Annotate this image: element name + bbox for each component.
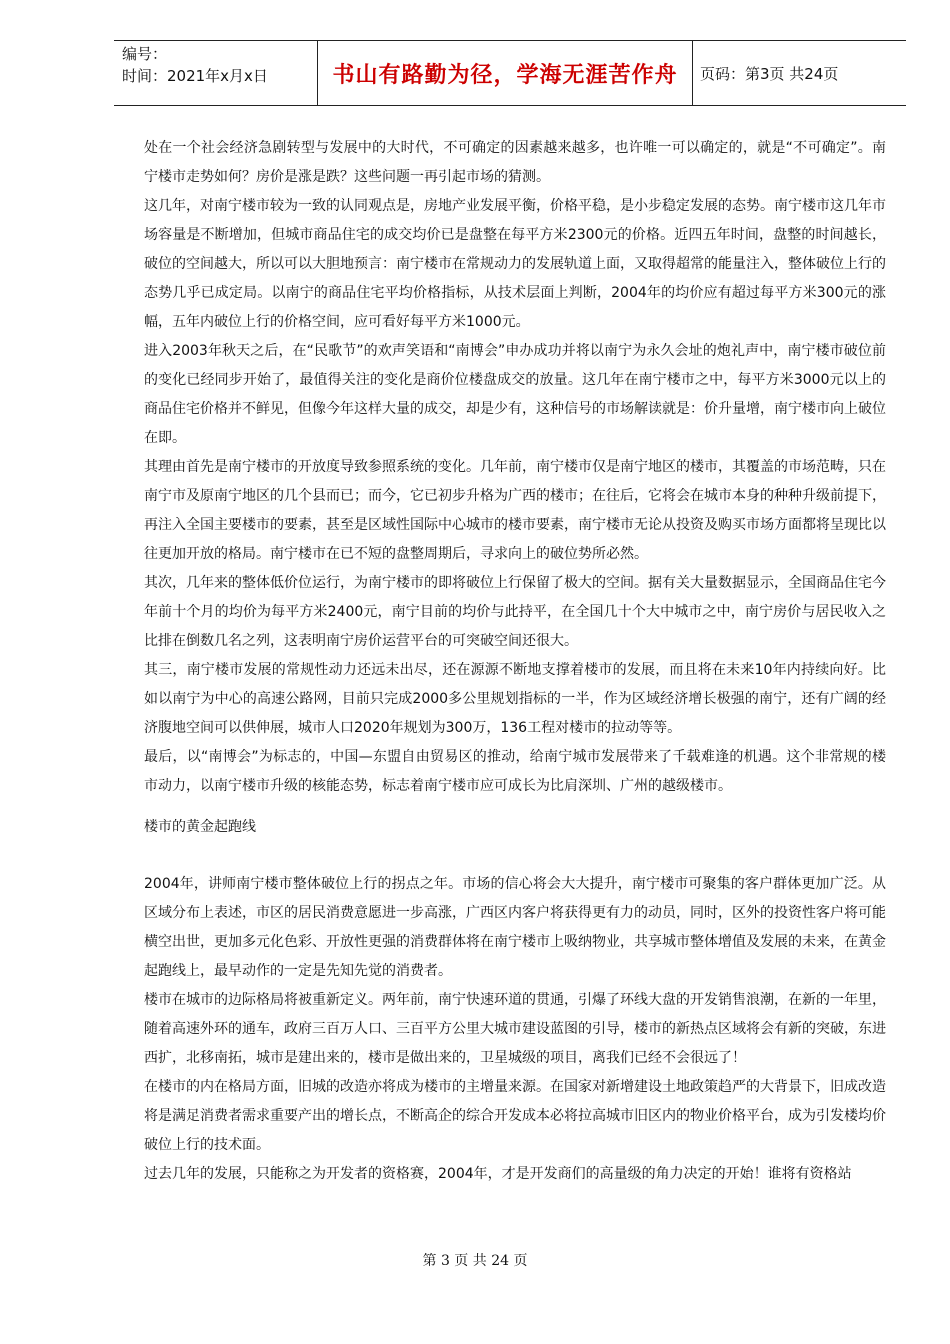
document-body xyxy=(144,134,886,1189)
header-motto: 书山有路勤为径，学海无涯苦作舟 xyxy=(317,41,693,105)
document-time-label: 时间：2021年x月x日 xyxy=(122,67,268,85)
page-header xyxy=(114,40,906,106)
section-heading: 楼市的黄金起跑线 xyxy=(144,819,256,835)
paragraph: 处在一个社会经济急剧转型与发展中的大时代，不可确定的因素越来越多，也许唯一可以确定的，就是“不可确定”。南宁楼市走势如何？房价是涨是跌？这些问题一再引起市场的猜测。 xyxy=(144,140,886,185)
header-page-info: 页码：第3页 共24页 xyxy=(700,64,839,83)
header-meta xyxy=(122,43,268,87)
paragraph: 这几年，对南宁楼市较为一致的认同观点是，房地产业发展平衡，价格平稳，是小步稳定发展的态势。南宁楼市这几年市场容量是不断增加，但城市商品住宅的成交均价已是盘整在每平方米2300元的价格。近四五年时间，盘整的时间越长，破位的空间越大，所以可以大胆地预言：南宁楼市在常规动力的发展轨道上面，又取得超常的能量注入，整体破位上行的态势几乎已成定局。以南宁的商品住宅平均价格指标，从技术层面上判断，2004年的均价应有超过每平方米300元的涨幅，五年内破位上行的价格空间，应可看好每平方米1000元。 xyxy=(144,198,886,330)
paragraph: 其理由首先是南宁楼市的开放度导致参照系统的变化。几年前，南宁楼市仅是南宁地区的楼市，其覆盖的市场范畴，只在南宁市及原南宁地区的几个县而已；而今，它已初步升格为广西的楼市；在往后，它将会在城市本身的种种升级前提下，再注入全国主要楼市的要素，甚至是区域性国际中心城市的楼市要素，南宁楼市无论从投资及购买市场方面都将呈现比以往更加开放的格局。南宁楼市在已不短的盘整周期后，寻求向上的破位势所必然。 xyxy=(144,459,886,562)
document-number-label: 编号： xyxy=(122,45,168,63)
paragraph: 2004年，讲师南宁楼市整体破位上行的拐点之年。市场的信心将会大大提升，南宁楼市可聚集的客户群体更加广泛。从区域分布上表述，市区的居民消费意愿进一步高涨，广西区内客户将获得更有力的动员，同时，区外的投资性客户将可能横空出世，更加多元化色彩、开放性更强的消费群体将在南宁楼市上吸纳物业，共享城市整体增值及发展的未来，在黄金起跑线上，最早动作的一定是先知先觉的消费者。 xyxy=(144,876,886,979)
paragraph: 过去几年的发展，只能称之为开发者的资格赛，2004年，才是开发商们的高量级的角力决定的开始！谁将有资格站 xyxy=(144,1166,852,1182)
page-footer: 第 3 页 共 24 页 xyxy=(422,1253,528,1269)
paragraph: 楼市在城市的边际格局将被重新定义。两年前，南宁快速环道的贯通，引爆了环线大盘的开发销售浪潮，在新的一年里，随着高速外环的通车，政府三百万人口、三百平方公里大城市建设蓝图的引导，楼市的新热点区域将会有新的突破，东进西扩，北移南拓，城市是建出来的，楼市是做出来的，卫星城级的项目，离我们已经不会很远了！ xyxy=(144,992,886,1066)
paragraph: 在楼市的内在格局方面，旧城的改造亦将成为楼市的主增量来源。在国家对新增建设土地政策趋严的大背景下，旧成改造将是满足消费者需求重要产出的增长点，不断高企的综合开发成本必将拉高城市旧区内的物业价格平台，成为引发楼均价破位上行的技术面。 xyxy=(144,1079,886,1153)
paragraph: 其三，南宁楼市发展的常规性动力还远未出尽，还在源源不断地支撑着楼市的发展，而且将在未来10年内持续向好。比如以南宁为中心的高速公路网，目前只完成2000多公里规划指标的一半，作为区域经济增长极强的南宁，还有广阔的经济腹地空间可以供伸展，城市人口2020年规划为300万，136工程对楼市的拉动等等。 xyxy=(144,662,886,736)
paragraph: 最后，以“南博会”为标志的，中国—东盟自由贸易区的推动，给南宁城市发展带来了千载难逢的机遇。这个非常规的楼市动力，以南宁楼市升级的核能态势，标志着南宁楼市应可成长为比肩深圳、广州的越级楼市。 xyxy=(144,749,886,794)
paragraph: 其次，几年来的整体低价位运行，为南宁楼市的即将破位上行保留了极大的空间。据有关大量数据显示，全国商品住宅今年前十个月的均价为每平方米2400元，南宁目前的均价与此持平，在全国几十个大中城市之中，南宁房价与居民收入之比排在倒数几名之列，这表明南宁房价运营平台的可突破空间还很大。 xyxy=(144,575,886,649)
paragraph: 进入2003年秋天之后，在“民歌节”的欢声笑语和“南博会”申办成功并将以南宁为永久会址的炮礼声中，南宁楼市破位前的变化已经同步开始了，最值得关注的变化是商价位楼盘成交的放量。这几年在南宁楼市之中，每平方米3000元以上的商品住宅价格并不鲜见，但像今年这样大量的成交，却是少有，这种信号的市场解读就是：价升量增，南宁楼市向上破位在即。 xyxy=(144,343,886,446)
